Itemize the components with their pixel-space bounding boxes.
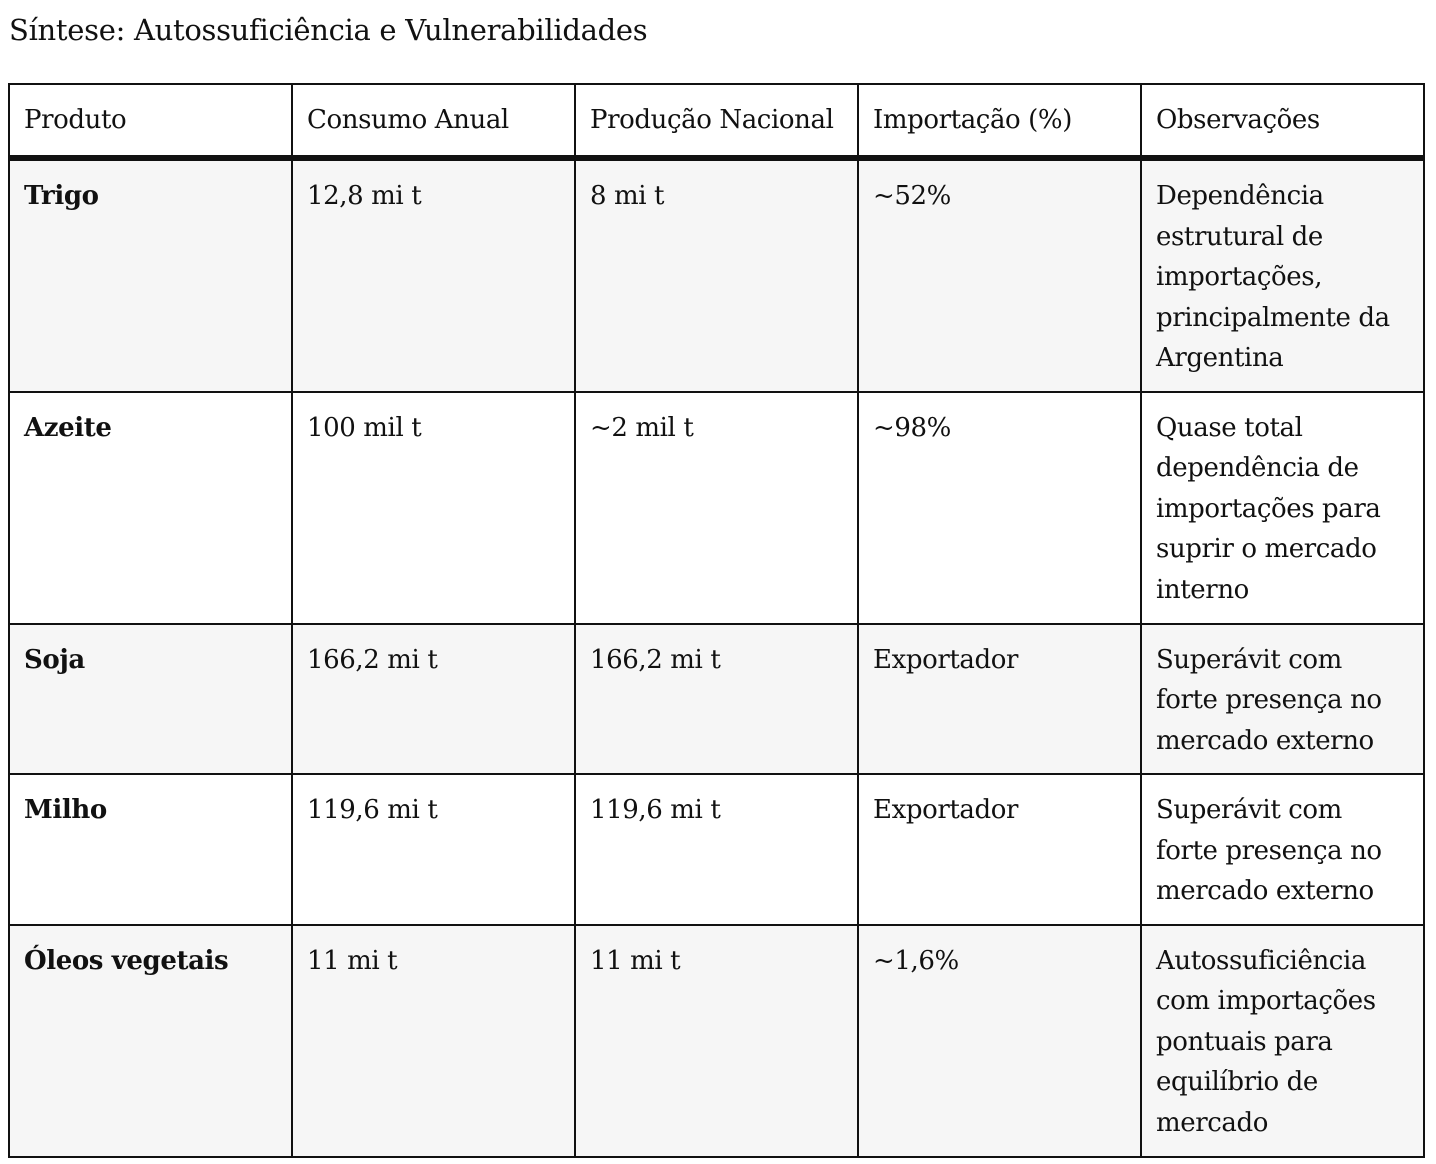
cell-producao: 8 mi t <box>575 158 858 392</box>
cell-consumo: 119,6 mi t <box>292 774 575 925</box>
cell-produto: Azeite <box>9 392 292 624</box>
header-importacao: Importação (%) <box>858 84 1141 158</box>
cell-observacoes: Autossuficiência com importações pontuais para equilíbrio de mercado <box>1141 925 1424 1157</box>
cell-observacoes: Quase total dependência de importações para suprir o mercado interno <box>1141 392 1424 624</box>
header-produto: Produto <box>9 84 292 158</box>
cell-consumo: 11 mi t <box>292 925 575 1157</box>
cell-consumo: 166,2 mi t <box>292 624 575 775</box>
summary-table <box>8 83 1425 1158</box>
cell-producao: 166,2 mi t <box>575 624 858 775</box>
cell-observacoes: Superávit com forte presença no mercado externo <box>1141 774 1424 925</box>
cell-produto: Óleos vegetais <box>9 925 292 1157</box>
cell-importacao: Exportador <box>858 774 1141 925</box>
table-row <box>9 925 1424 1157</box>
cell-producao: 119,6 mi t <box>575 774 858 925</box>
header-observacoes: Observações <box>1141 84 1424 158</box>
cell-importacao: ~98% <box>858 392 1141 624</box>
header-row <box>9 84 1424 158</box>
cell-produto: Trigo <box>9 158 292 392</box>
cell-produto: Milho <box>9 774 292 925</box>
cell-producao: ~2 mil t <box>575 392 858 624</box>
page-title: Síntese: Autossuficiência e Vulnerabilidades <box>9 13 648 47</box>
cell-importacao: Exportador <box>858 624 1141 775</box>
table-header <box>9 84 1424 158</box>
table-row <box>9 158 1424 392</box>
cell-consumo: 12,8 mi t <box>292 158 575 392</box>
cell-consumo: 100 mil t <box>292 392 575 624</box>
cell-importacao: ~1,6% <box>858 925 1141 1157</box>
cell-importacao: ~52% <box>858 158 1141 392</box>
cell-produto: Soja <box>9 624 292 775</box>
table-row <box>9 624 1424 775</box>
cell-observacoes: Dependência estrutural de importações, principalmente da Argentina <box>1141 158 1424 392</box>
table-body <box>9 158 1424 1157</box>
header-consumo-anual: Consumo Anual <box>292 84 575 158</box>
header-producao-nacional: Produção Nacional <box>575 84 858 158</box>
table-row <box>9 392 1424 624</box>
cell-producao: 11 mi t <box>575 925 858 1157</box>
cell-observacoes: Superávit com forte presença no mercado externo <box>1141 624 1424 775</box>
table-row <box>9 774 1424 925</box>
